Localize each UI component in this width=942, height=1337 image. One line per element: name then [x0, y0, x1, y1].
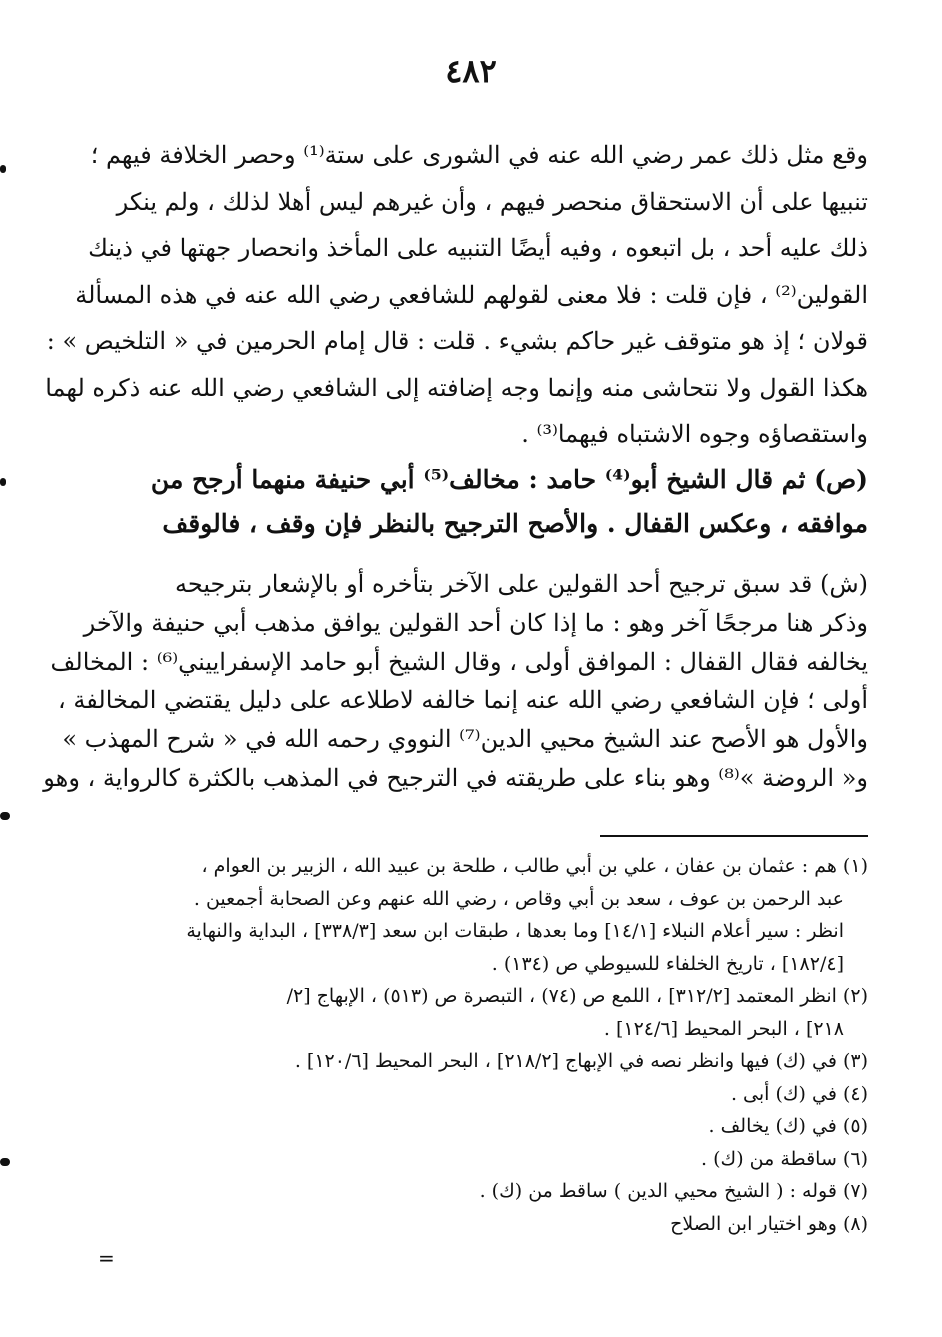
text-line: يخالفه فقال القفال : الموافق أولى ، وقال الشيخ أبو حامد الإسفراييني⁽⁶⁾ : المخالف — [50, 647, 868, 676]
text-line: وقع مثل ذلك عمر رضي الله عنه في الشورى على ستة⁽¹⁾ وحصر الخلافة فيهم ؛ — [90, 141, 868, 169]
text-line: هكذا القول ولا نتحاشى منه وإنما وجه إضافته إلى الشافعي رضي الله عنه ذكره لهما — [45, 373, 868, 402]
footnote-line: (١) هم : عثمان بن عفان ، علي بن أبي طالب ، طلحة بن عبيد الله ، الزبير بن العوام ، — [201, 855, 868, 877]
footnote-line: (٤) في (ك) أبى . — [730, 1082, 868, 1105]
matn-paragraph — [96, 458, 868, 546]
footnote-line: عبد الرحمن بن عوف ، سعد بن أبي وقاص ، رضي الله عنهم وعن الصحابة أجمعين . — [193, 887, 844, 910]
margin-mark — [0, 1158, 10, 1166]
footnotes — [96, 850, 868, 1240]
commentary-paragraph-1 — [45, 132, 868, 458]
text-line: موافقه ، وعكس القفال . والأصح الترجيح بالنظر فإن وقف ، فالوقف — [162, 509, 868, 538]
text-line: قولان ؛ إذ هو متوقف غير حاكم بشيء . قلت : قال إمام الحرمين في « التلخيص » : — [46, 327, 868, 355]
margin-mark — [0, 812, 10, 820]
text-line: أولى ؛ فإن الشافعي رضي الله عنه إنما خالفه لاطلاعه على دليل يقتضي المخالفة ، — [58, 686, 868, 715]
text-line: والأول هو الأصح عند الشيخ محيي الدين⁽⁷⁾ النووي رحمه الله في « شرح المهذب » — [62, 725, 868, 754]
footnote-divider — [600, 835, 868, 837]
footnote-line: (٢) انظر المعتمد [٣١٢/٢] ، اللمع ص (٧٤) ، التبصرة ص (٥١٣) ، الإبهاج [٢/ — [286, 985, 868, 1007]
continuation-mark: = — [98, 1246, 115, 1270]
text-line: تنبيها على أن الاستحقاق منحصر فيهم ، وأن غيرهم ليس أهلا لذلك ، ولم ينكر — [116, 187, 868, 216]
text-line: (ص) ثم قال الشيخ أبو⁽⁴⁾ حامد : مخالف⁽⁵⁾ أبي حنيفة منهما أرجح من — [150, 465, 868, 494]
page-number: ٤٨٢ — [445, 52, 497, 90]
footnote-line: (٦) ساقطة من (ك) . — [701, 1147, 868, 1170]
text-line: القولين⁽²⁾ ، فإن قلت : فلا معنى لقولهم للشافعي رضي الله عنه في هذه المسألة — [75, 280, 868, 309]
text-line: (ش) قد سبق ترجيح أحد القولين على الآخر بتأخره أو بالإشعار بترجيحه — [174, 570, 868, 598]
footnote-line: [١٨٢/٤] ، تاريخ الخلفاء للسيوطي ص (١٣٤) . — [491, 952, 844, 975]
footnote-line: (٨) وهو اختيار ابن الصلاح — [670, 1212, 868, 1235]
footnote-line: (٧) قوله : ( الشيخ محيي الدين ) ساقط من (ك) . — [479, 1180, 868, 1202]
text-line: واستقصاؤه وجوه الاشتباه فيهما⁽³⁾ . — [521, 420, 868, 448]
text-line: و« الروضة »⁽⁸⁾ وهو بناء على طريقته في الترجيح في المذهب بالكثرة كالرواية ، وهو — [43, 763, 868, 792]
commentary-paragraph-2 — [43, 565, 868, 798]
footnote-line: انظر : سير أعلام النبلاء [١٤/١] وما بعدها ، طبقات ابن سعد [٣٣٨/٣] ، البداية والنهاية — [186, 920, 844, 942]
margin-mark — [0, 165, 6, 173]
footnote-line: (٥) في (ك) يخالف . — [708, 1115, 868, 1137]
text-line: ذلك عليه أحد ، بل اتبعوه ، وفيه أيضًا التنبيه على المأخذ وانحصار جهتها في ذينك — [88, 234, 868, 262]
text-line: وذكر هنا مرجحًا آخر وهو : ما إذا كان أحد القولين يوافق مذهب أبي حنيفة والآخر — [83, 608, 868, 637]
margin-mark — [0, 478, 6, 486]
footnote-line: ٢١٨] ، البحر المحيط [١٢٤/٦] . — [603, 1017, 844, 1040]
footnote-line: (٣) في (ك) فيها وانظر نصه في الإبهاج [٢١٨/٢] ، البحر المحيط [١٢٠/٦] . — [294, 1050, 868, 1072]
